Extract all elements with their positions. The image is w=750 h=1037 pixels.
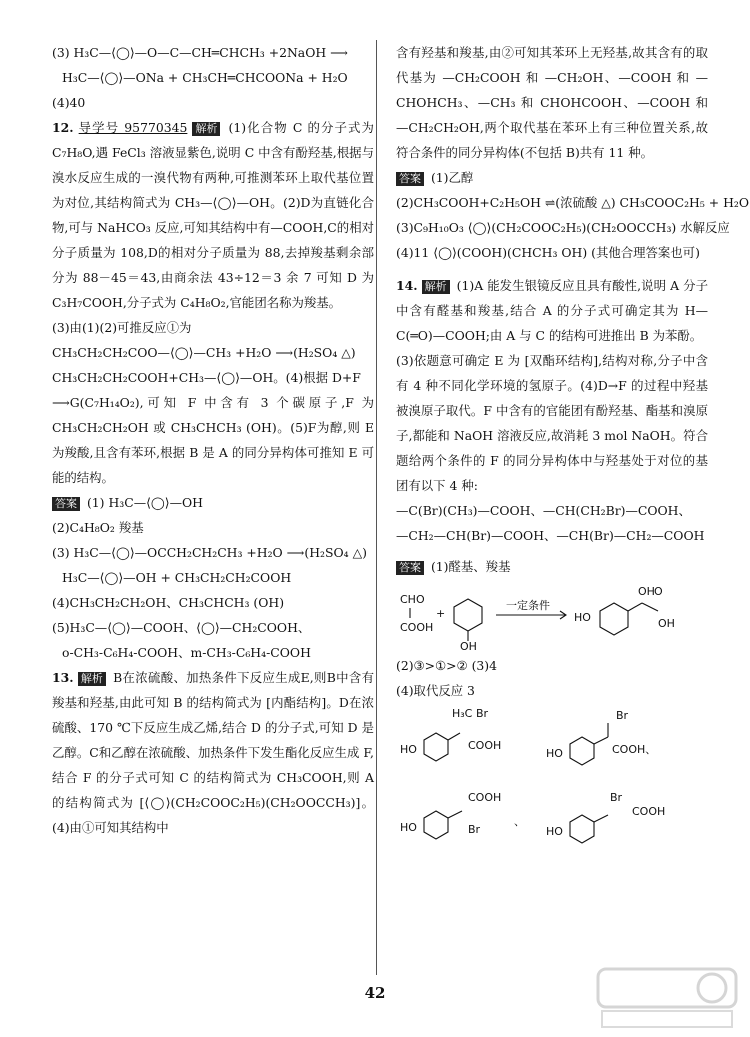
column-divider xyxy=(376,40,377,975)
bond xyxy=(628,603,642,611)
iso1-ring-icon xyxy=(424,733,448,761)
iso1-cooh: COOH xyxy=(468,739,502,752)
iso3-ho: HO xyxy=(400,821,417,834)
plus-sign: + xyxy=(436,607,446,620)
q14-answer-2: (2)③>①>② (3)4 xyxy=(396,658,498,673)
q12-guide-id: 导学号 95770345 xyxy=(78,120,188,135)
iso1-br: Br xyxy=(476,707,489,720)
iso2-br: Br xyxy=(616,709,629,722)
iso2-cooh: COOH、 xyxy=(612,743,657,756)
iso3-cooh: COOH xyxy=(468,791,502,804)
q14-answer-1-text: (1)醛基、羧基 xyxy=(430,559,511,574)
q13-answer-3: (3)C₉H₁₀O₃ ⟨◯⟩(CH₂COOC₂H₅)(CH₂OOCCH₃) 水解反应 xyxy=(396,220,730,235)
product-acid-oh: OH xyxy=(658,617,675,630)
glyoxylic-cooh: COOH xyxy=(400,621,434,634)
left-column xyxy=(52,40,374,840)
q14-answer-4: (4)取代反应 3 xyxy=(396,683,475,698)
q12-answer-5b: o-CH₃-C₆H₄-COOH、m-CH₃-C₆H₄-COOH xyxy=(62,645,311,660)
iso4-ho: HO xyxy=(546,825,563,838)
q13-answer-1 xyxy=(396,165,708,190)
bond xyxy=(594,737,608,744)
q12-answer-1-text: (1) H₃C—⟨◯⟩—OH xyxy=(86,495,203,510)
q12-answer-2: (2)C₄H₈O₂ 羧基 xyxy=(52,520,144,535)
q11-answer-3-line2: H₃C—⟨◯⟩—ONa + CH₃CH═CHCOONa + H₂O xyxy=(62,70,348,85)
q12-number: 12. xyxy=(52,120,74,135)
q13-answer-4: (4)11 ⟨◯⟩(COOH)(CHCH₃ OH) (其他合理答案也可) xyxy=(396,245,700,260)
q12-answer-tag: 答案 xyxy=(52,497,80,511)
bond xyxy=(448,733,460,740)
bond xyxy=(642,603,658,611)
q13-number: 13. xyxy=(52,670,74,685)
q12-equation-2: CH₃CH₂CH₂COOH+CH₃—⟨◯⟩—OH。(4)根据 D+F xyxy=(52,370,361,385)
q12-equation-1: CH₃CH₂CH₂COO—⟨◯⟩—CH₃ +H₂O ⟶(H₂SO₄ △) xyxy=(52,345,356,360)
q13-answer-2: (2)CH₃COOH+C₂H₅OH ⇌(浓硫酸 △) CH₃COOC₂H₅ + H₂O xyxy=(396,195,749,210)
iso2-ho: HO xyxy=(546,747,563,760)
iso1-ch3: H₃C xyxy=(452,707,473,720)
q13-analysis-cont: 含有羟基和羧基,由②可知其苯环上无羟基,故其含有的取代基为 —CH₂COOH 和 —CH₂OH、—COOH 和 —CHOHCH₃、—CH₃ 和 CHOHCOOH、—COOH 和 —CH₂CH₂OH,两个取代基在苯环上有三种位置关系,故符合条件的同分异构体(不包括 B)共有 11 种。 xyxy=(396,45,708,160)
q13-block xyxy=(52,665,374,840)
q14-analysis-tag: 解析 xyxy=(422,280,450,294)
product-carbonyl-o: O xyxy=(654,585,663,598)
q13-analysis-tag: 解析 xyxy=(78,672,106,686)
bond xyxy=(594,815,608,822)
iso1-ho: HO xyxy=(400,743,417,756)
product-ring-icon xyxy=(600,603,628,635)
q12-analysis-cont: ⟶G(C₇H₁₄O₂),可知 F 中含有 3 个碳原子,F 为 CH₃CH₂CH₂OH 或 CH₃CHCH₃ (OH)。(5)F为醇,则 E 为羧酸,且含有苯环,根据 B 是 A 的同分异构体可推知 E 可能的结构。 xyxy=(52,395,374,485)
q12-answer-5: (5)H₃C—⟨◯⟩—COOH、⟨◯⟩—CH₂COOH、 xyxy=(52,620,311,635)
watermark-logo-icon xyxy=(592,963,742,1033)
separator: 、 xyxy=(514,815,525,828)
q14-analysis-text: (1)A 能发生银镜反应且具有酸性,说明 A 分子中含有醛基和羧基,结合 A 的分子式可确定其为 H—C(═O)—COOH;由 A 与 C 的结构可进推出 B 为苯酚。 xyxy=(396,278,708,343)
right-column xyxy=(396,40,749,857)
iso3-ring-icon xyxy=(424,811,448,839)
phenol-oh: OH xyxy=(460,640,477,653)
iso4-br: Br xyxy=(610,791,623,804)
glyoxylic-cho: CHO xyxy=(400,593,425,606)
q14-reaction-scheme xyxy=(396,581,696,651)
q12-analysis-tag: 解析 xyxy=(192,122,220,136)
q14-answer-tag: 答案 xyxy=(396,561,424,575)
q14-block xyxy=(396,273,708,348)
q11-answer-4: (4)40 xyxy=(52,95,86,110)
q14-groups-2: —CH₂—CH(Br)—COOH、—CH(Br)—CH₂—COOH xyxy=(396,528,705,543)
q13-answer-tag: 答案 xyxy=(396,172,424,186)
q13-analysis-text: B在浓硫酸、加热条件下反应生成E,则B中含有羧基和羟基,由此可知 B 的结构简式为 [内酯结构]。D在浓硫酸、170 ℃下反应生成乙烯,结合 D 的分子式,可知 D 是乙醇。C和乙醇在浓硫酸、加热条件下发生酯化反应生成 F,结合 F 的分子式可知 C 的结构简式为 CH₃COOH,则 A 的结构简式为 [⟨◯⟩(CH₂COOC₂H₅)(CH₂OOCCH₃)]。(4)由①可知其结构中 xyxy=(52,670,374,835)
q14-number: 14. xyxy=(396,278,418,293)
q12-analysis-text: (1)化合物 C 的分子式为 C₇H₈O,遇 FeCl₃ 溶液显紫色,说明 C 中含有酚羟基,根据与溴水反应生成的一溴代物有两种,可推测苯环上取代基位置为对位,其结构简式为 CH₃—⟨◯⟩—OH。(2)D为直链化合物,可与 NaHCO₃ 反应,可知其结构中有—COOH,C的相对分子质量为 108,D的相对分子质量为 88,去掉羧基剩余部分为 88－45＝43,由商余法 43÷12＝3 余 7 可知 D 为 C₃H₇COOH,分子式为 C₄H₈O₂,官能团名称为羧基。 xyxy=(52,120,374,310)
product-ho: HO xyxy=(574,611,591,624)
q14-analysis-cont: (3)依题意可确定 E 为 [双酯环结构],结构对称,分子中含有 4 种不同化学环境的氢原子。(4)D→F 的过程中羟基被溴原子取代。F 中含有的官能团有酚羟基、酯基和溴原子,都能和 NaOH 溶液反应,故消耗 3 mol NaOH。符合题给两个条件的 F 的同分异构体中与羟基处于对位的基团有以下 4 种: xyxy=(396,353,708,493)
product-oh: OH xyxy=(638,585,655,598)
q14-isomer-structures xyxy=(396,705,696,855)
iso2-ring-icon xyxy=(570,737,594,765)
q12-answer-1 xyxy=(52,490,374,515)
q14-groups-1: —C(Br)(CH₃)—COOH、—CH(CH₂Br)—COOH、 xyxy=(396,503,691,518)
q12-block xyxy=(52,115,374,315)
page-number: 42 xyxy=(364,984,386,1002)
iso4-ring-icon xyxy=(570,815,594,843)
condition-label: 一定条件 xyxy=(506,599,550,612)
q12-answer-4: (4)CH₃CH₂CH₂OH、CH₃CHCH₃ (OH) xyxy=(52,595,285,610)
q11-answer-3-line1: (3) H₃C—⟨◯⟩—O—C—CH═CHCH₃ +2NaOH ⟶ xyxy=(52,45,348,60)
q12-answer-3b: H₃C—⟨◯⟩—OH + CH₃CH₂CH₂COOH xyxy=(62,570,292,585)
q12-reaction-intro: (3)由(1)(2)可推反应①为 xyxy=(52,320,192,335)
iso3-br: Br xyxy=(468,823,481,836)
q13-answer-1-text: (1)乙醇 xyxy=(430,170,474,185)
iso4-cooh: COOH xyxy=(632,805,666,818)
q12-answer-3a: (3) H₃C—⟨◯⟩—OCCH₂CH₂CH₃ +H₂O ⟶(H₂SO₄ △) xyxy=(52,545,367,560)
phenol-ring-icon xyxy=(454,599,482,631)
bond xyxy=(448,811,462,818)
q14-answer-1 xyxy=(396,554,708,579)
